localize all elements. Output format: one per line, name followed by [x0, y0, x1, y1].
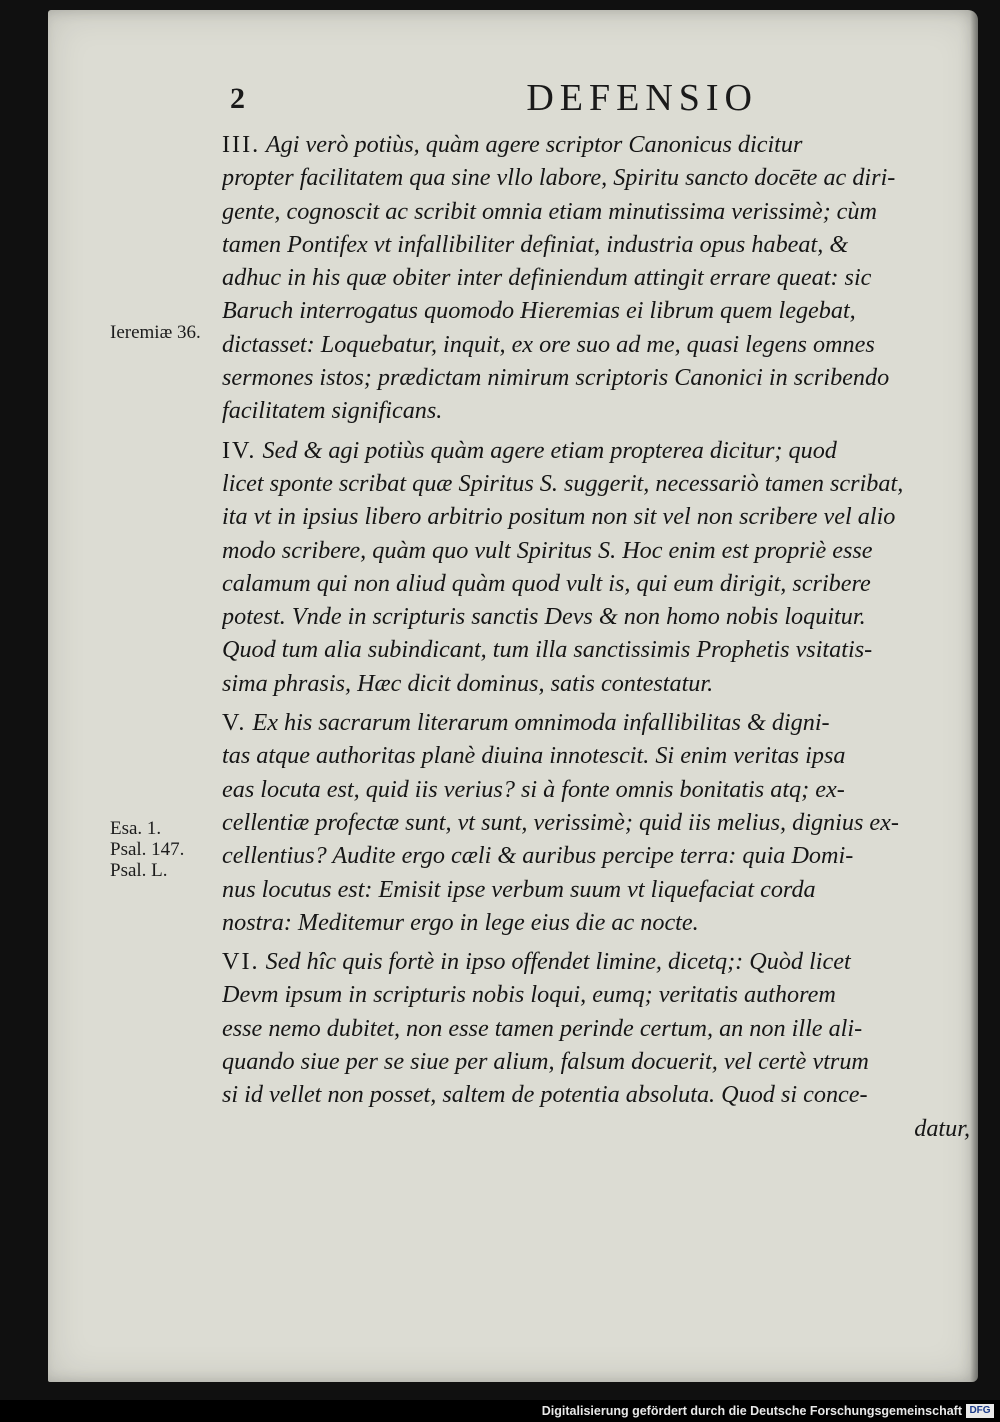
page-number: 2	[230, 82, 245, 115]
paragraph-number: III.	[222, 131, 261, 158]
text-line: quando siue per se siue per alium, falsum docuerit, vel certè vtrum	[222, 1048, 869, 1076]
text-line: V. Ex his sacrarum literarum omnimoda infallibilitas & digni-	[222, 709, 830, 737]
text-line: esse nemo dubitet, non esse tamen perinde certum, an non ille ali-	[222, 1014, 863, 1042]
dfg-logo: DFG	[966, 1404, 994, 1418]
text-line: si id vellet non posset, saltem de potentia absoluta. Quod si conce-	[222, 1081, 868, 1109]
running-head: DEFENSIO	[526, 77, 758, 119]
text-line: gente, cognoscit ac scribit omnia etiam minutissima verissimè; cùm	[222, 197, 877, 225]
text-line: modo scribere, quàm quo vult Spiritus S. Hoc enim est propriè esse	[222, 536, 873, 564]
main-text	[222, 128, 970, 1151]
page-edge-shadow	[970, 10, 978, 1382]
page-header	[228, 70, 758, 120]
digitization-footer	[0, 1400, 1000, 1422]
text-line: IV. Sed & agi potiùs quàm agere etiam propterea dicitur; quod	[222, 436, 837, 464]
paragraph-vi	[222, 945, 970, 1145]
text-line: tas atque authoritas planè diuina innotescit. Si enim veritas ipsa	[222, 742, 846, 770]
footer-credit: Digitalisierung gefördert durch die Deutsche Forschungsgemeinschaft	[541, 1404, 962, 1418]
paragraph-iii	[222, 128, 970, 428]
catchword: datur,	[914, 1114, 970, 1142]
text-line: Devm ipsum in scripturis nobis loqui, eumq; veritatis authorem	[222, 981, 836, 1009]
text-line: cellentius? Audite ergo cæli & auribus percipe terra: quia Domi-	[222, 842, 854, 870]
text-line: VI. Sed hîc quis fortè in ipso offendet limine, dicetq;: Quòd licet	[222, 948, 851, 976]
text-line: eas locuta est, quid iis verius? si à fonte omnis bonitatis atq; ex-	[222, 775, 845, 803]
marginal-note-esaias: Esa. 1.	[110, 818, 162, 839]
marginal-note-jeremiah: Ieremiæ 36.	[110, 322, 201, 343]
text-line: sima phrasis, Hæc dicit dominus, satis contestatur.	[222, 669, 714, 697]
text-line: cellentiæ profectæ sunt, vt sunt, verissimè; quid iis melius, dignius ex-	[222, 808, 899, 836]
text-line: tamen Pontifex vt infallibiliter definiat, industria opus habeat, &	[222, 230, 849, 258]
text-line: III. Agi verò potiùs, quàm agere scriptor Canonicus dicitur	[222, 131, 803, 158]
marginal-note-psalm-l: Psal. L.	[110, 860, 168, 881]
text-line: calamum qui non aliud quàm quod vult is, qui eum dirigit, scribere	[222, 569, 871, 597]
text-line: dictasset: Loquebatur, inquit, ex ore suo ad me, quasi legens omnes	[222, 330, 875, 358]
text-line: potest. Vnde in scripturis sanctis Devs & non homo nobis loquitur.	[222, 603, 866, 631]
text-line: facilitatem significans.	[222, 397, 443, 425]
text-line: nus locutus est: Emisit ipse verbum suum vt liquefaciat corda	[222, 875, 816, 903]
text-line: Baruch interrogatus quomodo Hieremias ei librum quem legebat,	[222, 297, 856, 325]
paragraph-v	[222, 706, 970, 939]
text-line: Quod tum alia subindicant, tum illa sanctissimis Prophetis vsitatis-	[222, 636, 873, 664]
paragraph-number: IV.	[222, 436, 257, 464]
paragraph-iv	[222, 434, 970, 700]
text-line: nostra: Meditemur ergo in lege eius die ac nocte.	[222, 908, 699, 936]
paragraph-number: V.	[222, 709, 247, 737]
marginal-note-psalm-147: Psal. 147.	[110, 839, 185, 860]
text-line: propter facilitatem qua sine vllo labore, Spiritu sancto docēte ac diri-	[222, 164, 896, 192]
text-line: ita vt in ipsius libero arbitrio positum non sit vel non scribere vel alio	[222, 503, 896, 531]
text-line: adhuc in his quæ obiter inter definiendum attingit errare queat: sic	[222, 264, 872, 292]
text-line: licet sponte scribat quæ Spiritus S. suggerit, necessariò tamen scribat,	[222, 469, 904, 497]
paragraph-number: VI.	[222, 948, 260, 976]
text-line: sermones istos; prædictam nimirum scriptoris Canonici in scribendo	[222, 364, 890, 392]
